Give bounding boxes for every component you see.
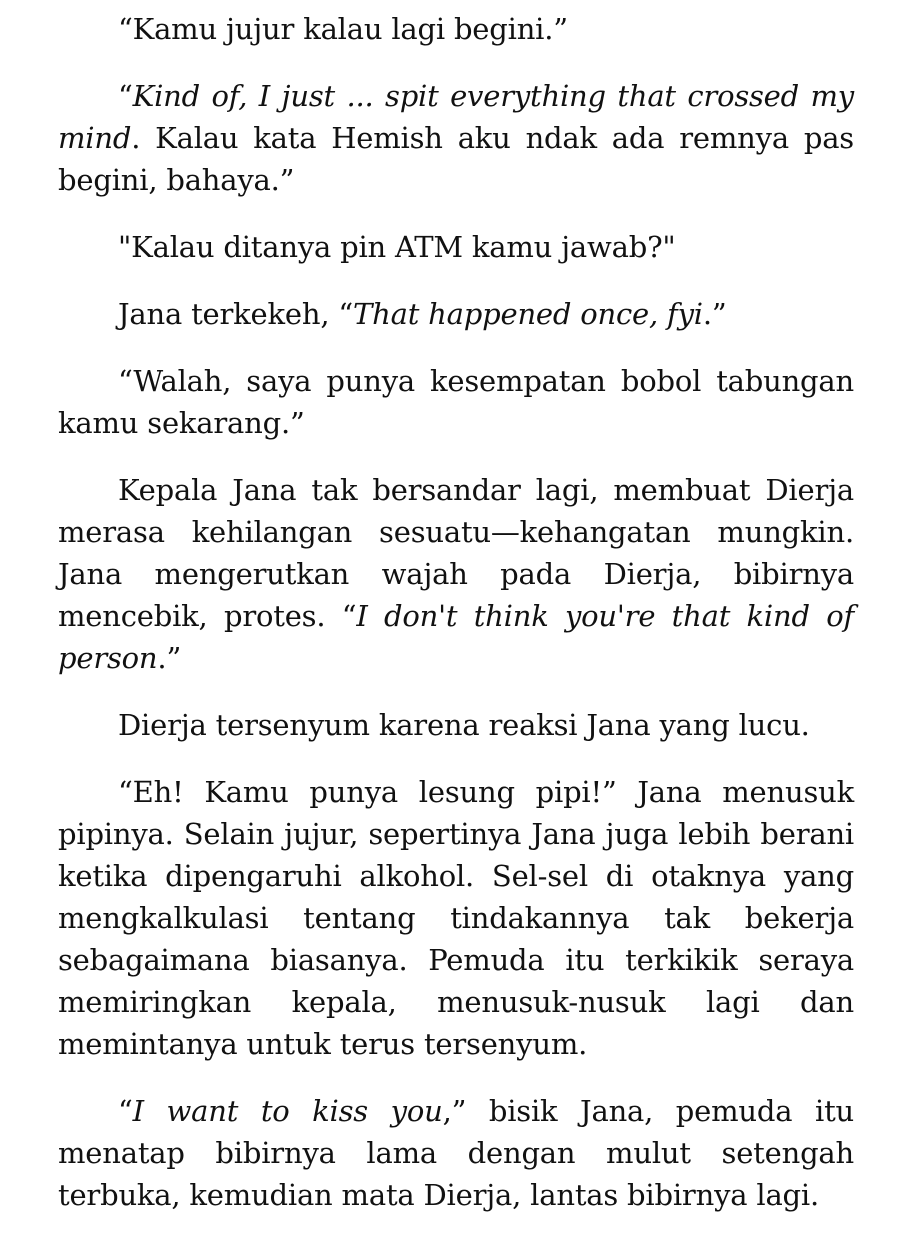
paragraph (58, 469, 854, 679)
italic-text-run: I want to kiss you (132, 1094, 443, 1128)
paragraph (58, 1090, 854, 1216)
paragraph (58, 360, 854, 444)
text-run: Kepala Jana tak bersandar lagi, membuat Dierja merasa kehilangan sesuatu—kehangatan mungkin. Jana mengerutkan wajah pada Dierja, bibirnya mencebik, protes. “ (58, 473, 854, 633)
text-run: “Kamu jujur kalau lagi begini.” (118, 12, 568, 46)
text-run: .” (157, 641, 182, 675)
text-run: Jana terkekeh, “ (118, 297, 353, 331)
text-run: .” (702, 297, 727, 331)
italic-text-run: I don't think you're that kind of person (58, 599, 854, 675)
text-run: “Walah, saya punya kesempatan bobol tabungan kamu sekarang.” (58, 364, 854, 440)
paragraph (58, 226, 854, 268)
text-run: “Eh! Kamu punya lesung pipi!” Jana menusuk pipinya. Selain jujur, sepertinya Jana juga lebih berani ketika dipengaruhi alkohol. Sel-sel di otaknya yang mengkalkulasi tentang tindakannya tak bekerja sebagaimana biasanya. Pemuda itu terkikik seraya memiringkan kepala, menusuk-nusuk lagi dan memintanya untuk terus tersenyum. (58, 775, 854, 1061)
text-run: Dierja tersenyum karena reaksi Jana yang lucu. (118, 708, 810, 742)
italic-text-run: Kind of, I just ... spit everything that crossed my mind (58, 79, 854, 155)
text-run: . Kalau kata Hemish aku ndak ada remnya pas begini, bahaya.” (58, 121, 854, 197)
text-run: "Kalau ditanya pin ATM kamu jawab?" (118, 230, 676, 264)
paragraph (58, 75, 854, 201)
paragraph (58, 293, 854, 335)
book-page (58, 8, 854, 1241)
text-run: ,” bisik Jana, pemuda itu menatap bibirnya lama dengan mulut setengah terbuka, kemudian mata Dierja, lantas bibirnya lagi. (58, 1094, 855, 1212)
italic-text-run: That happened once, fyi (353, 297, 703, 331)
paragraph (58, 771, 854, 1065)
paragraph (58, 8, 854, 50)
paragraph (58, 704, 854, 746)
text-run: “ (118, 79, 133, 113)
text-run: “ (118, 1094, 133, 1128)
